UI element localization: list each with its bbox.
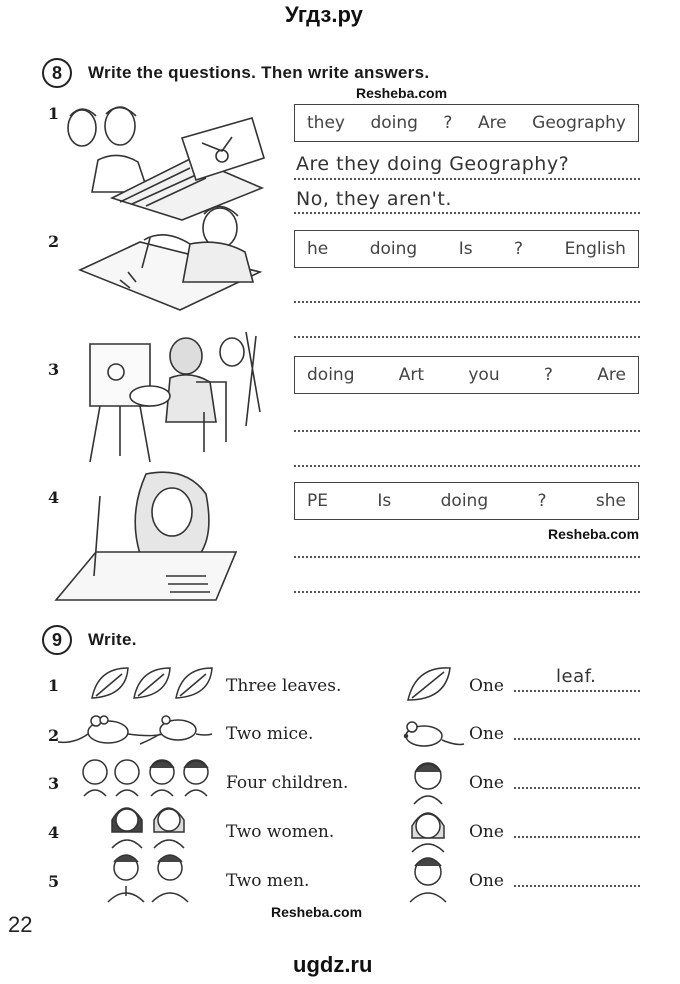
word: doing [307, 365, 355, 385]
site-header: Угдз.ру [285, 2, 363, 27]
word: doing [369, 239, 418, 259]
plural-phrase: Two men. [226, 871, 310, 891]
item-number: 2 [48, 726, 60, 745]
item-number: 3 [48, 774, 60, 793]
watermark: Resheba.com [271, 904, 363, 920]
word: PE [307, 491, 328, 511]
exercise-9-title: Write. [88, 630, 137, 649]
one-label: One [469, 822, 504, 842]
answer-line[interactable] [514, 836, 640, 838]
leaf-icon [404, 664, 454, 704]
woman-icon [408, 806, 448, 852]
word: Is [458, 239, 473, 259]
word-box [294, 482, 639, 520]
word: Are [477, 113, 507, 133]
word: Geography [532, 113, 626, 133]
word: ? [537, 491, 547, 511]
watermark: Resheba.com [356, 85, 448, 101]
word: English [564, 239, 626, 259]
item-number: 4 [48, 823, 60, 842]
answer-line[interactable] [514, 885, 640, 887]
item-number: 3 [48, 360, 60, 379]
man-icon [408, 852, 448, 902]
exercise-9-number: 9 [42, 625, 72, 655]
answer-line[interactable] [294, 301, 640, 303]
word: doing [440, 491, 489, 511]
one-label: One [469, 724, 504, 744]
one-label: One [469, 773, 504, 793]
answer-line[interactable] [514, 787, 640, 789]
handwritten-answer: No, they aren't. [296, 188, 452, 210]
exercise-8-title: Write the questions. Then write answers. [88, 63, 430, 82]
girl-doing-maths-illustration [56, 466, 242, 606]
word-box [294, 230, 639, 268]
two-mice-picture [58, 712, 212, 752]
answer-line[interactable] [294, 591, 640, 593]
plural-phrase: Three leaves. [226, 676, 342, 696]
item-number: 2 [48, 232, 60, 251]
page-number: 22 [8, 912, 33, 937]
three-leaves-picture [90, 666, 214, 702]
mouse-icon [394, 720, 464, 752]
item-number: 4 [48, 488, 60, 507]
answer-line[interactable] [294, 178, 640, 180]
one-label: One [469, 676, 504, 696]
word: she [595, 491, 626, 511]
word: ? [443, 113, 453, 133]
handwritten-answer: leaf. [556, 666, 597, 687]
plural-phrase: Two women. [226, 822, 335, 842]
word-box [294, 356, 639, 394]
site-footer: ugdz.ru [293, 952, 373, 977]
word: Are [597, 365, 626, 385]
answer-line[interactable] [294, 556, 640, 558]
child-icon [410, 760, 446, 804]
word: doing [370, 113, 418, 133]
word: Is [377, 491, 392, 511]
word: they [307, 113, 345, 133]
exercise-8-number: 8 [42, 58, 72, 88]
answer-line[interactable] [294, 336, 640, 338]
word: Art [398, 365, 425, 385]
answer-line[interactable] [294, 430, 640, 432]
word: he [307, 239, 329, 259]
one-label: One [469, 871, 504, 891]
word-box [294, 104, 639, 142]
plural-phrase: Two mice. [226, 724, 314, 744]
children-painting-illustration [86, 322, 270, 462]
word: ? [514, 239, 524, 259]
two-women-picture [108, 800, 190, 848]
answer-line[interactable] [514, 690, 640, 692]
watermark: Resheba.com [548, 526, 640, 542]
word: you [468, 365, 500, 385]
word: ? [543, 365, 553, 385]
item-number: 5 [48, 872, 60, 891]
answer-line[interactable] [294, 212, 640, 214]
answer-line[interactable] [514, 738, 640, 740]
plural-phrase: Four children. [226, 773, 349, 793]
four-children-picture [80, 756, 212, 798]
handwritten-question: Are they doing Geography? [296, 153, 570, 175]
item-number: 1 [48, 104, 60, 123]
boy-writing-illustration [80, 200, 280, 310]
item-number: 1 [48, 676, 60, 695]
two-men-picture [106, 850, 192, 902]
students-project-illustration [62, 98, 272, 210]
answer-line[interactable] [294, 465, 640, 467]
